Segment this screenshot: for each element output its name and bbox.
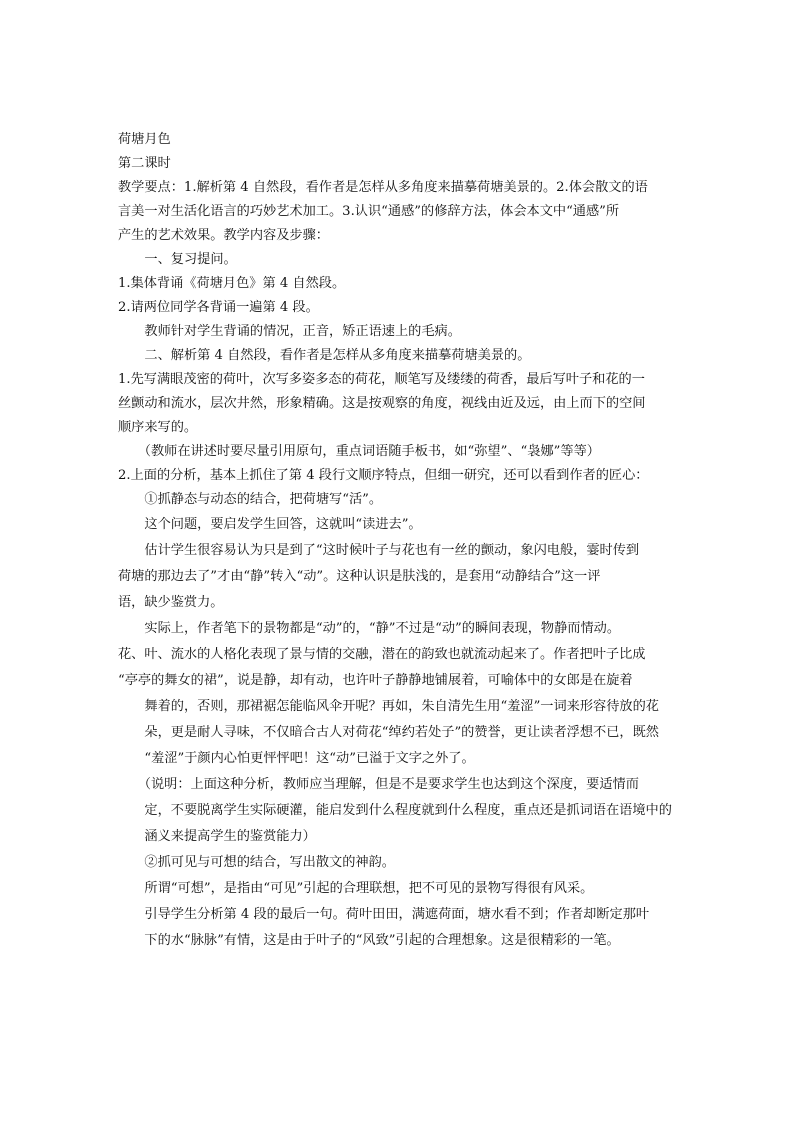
text-line: 涵义来提高学生的鉴赏能力） xyxy=(144,829,316,844)
text-line: “羞涩”于颜内心怕更怦怦吧！这“动”已溢于文字之外了。 xyxy=(144,751,475,766)
text-line: （教师在讲述时要尽量引用原句，重点词语随手板书，如“弥望”、“袅娜”等等） xyxy=(137,444,600,459)
text-line: 下的水“脉脉”有情，这是由于叶子的“风致”引起的合理想象。这是很精彩的一笔。 xyxy=(144,933,620,948)
document-content xyxy=(118,176,678,954)
text-line: 语，缺少鉴赏力。 xyxy=(118,595,224,610)
text-line: 引导学生分析第 4 段的最后一句。荷叶田田，满遮荷面，塘水看不到；作者却断定那叶 xyxy=(144,907,650,922)
text-line: 估计学生很容易认为只是到了“这时候叶子与花也有一丝的颤动，象闪电般，霎时传到 xyxy=(144,543,640,558)
text-line: 产生的艺术效果。教学内容及步骤： xyxy=(118,228,329,243)
text-line: 花、叶、流水的人格化表现了景与情的交融，潜在的韵致也就流动起来了。作者把叶子比成 xyxy=(118,647,646,662)
text-line: 言美一对生活化语言的巧妙艺术加工。3.认识“通感”的修辞方法，体会本文中“通感”所 xyxy=(118,204,620,219)
text-line: 舞着的，否则，那裙裾怎能临风伞开呢？再如，朱自清先生用“羞涩”一词来形容待放的花 xyxy=(144,699,659,714)
text-line: 丝颤动和流水，层次井然，形象精确。这是按观察的角度，视线由近及远，由上而下的空间 xyxy=(118,396,646,411)
text-line: （说明：上面这种分析，教师应当理解，但是不是要求学生也达到这个深度，要适情而 xyxy=(137,777,639,792)
text-line: 教师针对学生背诵的情况，正音，矫正语速上的毛病。 xyxy=(144,324,461,339)
document-subtitle: 第二课时 xyxy=(118,156,171,171)
text-line: 教学要点：1.解析第 4 自然段，看作者是怎样从多角度来描摹荷塘美景的。2.体会散文的语 xyxy=(118,180,648,195)
text-line: ②抓可见与可想的结合，写出散文的神韵。 xyxy=(144,855,395,870)
text-line: 荷塘的那边去了”才由“静”转入“动”。这种认识是肤浅的，是套用“动静结合”这一评 xyxy=(118,569,601,584)
text-line: 1.先写满眼茂密的荷叶，次写多姿多态的荷花，顺笔写及缕缕的荷香，最后写叶子和花的一 xyxy=(118,372,645,387)
text-line: ①抓静态与动态的结合，把荷塘写“活”。 xyxy=(144,492,383,507)
document-body xyxy=(118,128,678,954)
text-line: 顺序来写的。 xyxy=(118,420,198,435)
text-line: 所谓“可想”，是指由“可见”引起的合理联想，把不可见的景物写得很有风采。 xyxy=(144,881,594,896)
text-line: 2.请两位同学各背诵一遍第 4 段。 xyxy=(118,300,319,315)
text-line: 实际上，作者笔下的景物都是“动”的，“静”不过是“动”的瞬间表现，物静而情动。 xyxy=(144,621,621,636)
text-line: 二、解析第 4 自然段，看作者是怎样从多角度来描摹荷塘美景的。 xyxy=(144,348,531,363)
text-line: 朵，更是耐人寻味，不仅暗合古人对荷花“绰约若处子”的赞誉，更让读者浮想不已，既然 xyxy=(144,725,659,740)
text-line: 2.上面的分析，基本上抓住了第 4 段行文顺序特点，但细一研究，还可以看到作者的匠心： xyxy=(118,468,649,483)
text-line: “亭亭的舞女的裙”，说是静，却有动，也许叶子静静地铺展着，可喻体中的女郎是在旋着 xyxy=(118,673,633,688)
text-line: 1.集体背诵《荷塘月色》第 4 自然段。 xyxy=(118,276,346,291)
text-line: 一、复习提问。 xyxy=(144,252,237,267)
text-line: 这个问题，要启发学生回答，这就叫“读进去”。 xyxy=(144,517,422,532)
document-title: 荷塘月色 xyxy=(118,132,171,147)
text-line: 定，不要脱离学生实际硬灌，能启发到什么程度就到什么程度，重点还是抓词语在语境中的 xyxy=(144,803,672,818)
